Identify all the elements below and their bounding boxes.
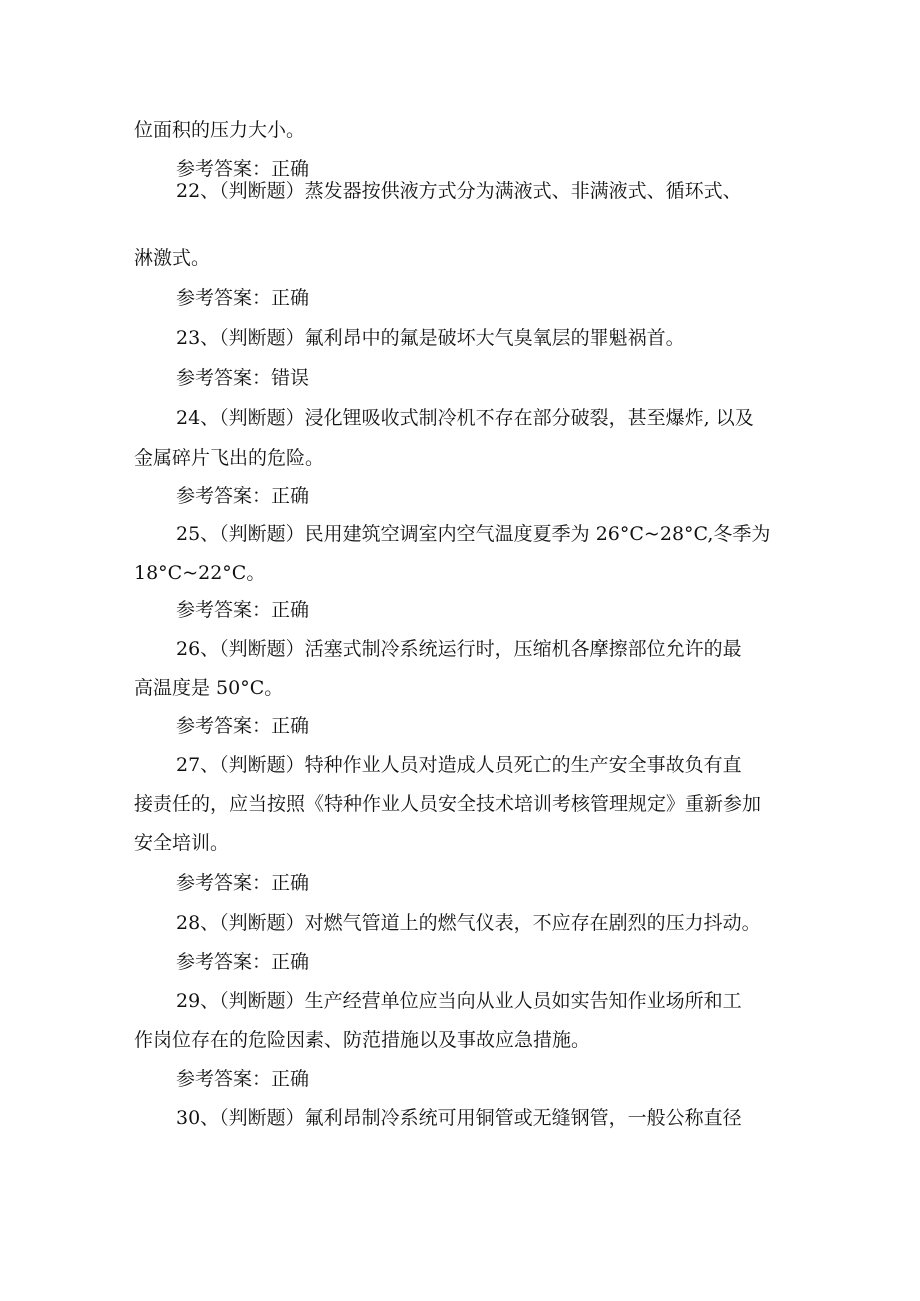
answer-23: 参考答案：错误: [176, 367, 310, 389]
question-27-line-1: 27、（判断题）特种作业人员对造成人员死亡的生产安全事故负有直: [176, 754, 742, 776]
question-21-continuation: 位面积的压力大小。: [134, 119, 306, 141]
question-26-line-1: 26、（判断题）活塞式制冷系统运行时，压缩机各摩擦部位允许的最: [176, 638, 742, 660]
question-28: 28、（判断题）对燃气管道上的燃气仪表，不应存在剧烈的压力抖动。: [176, 912, 761, 934]
question-27-line-2: 接责任的，应当按照《特种作业人员安全技术培训考核管理规定》重新参加: [134, 793, 762, 815]
question-26-line-2: 高温度是 50°C。: [134, 677, 284, 699]
question-24-line-1: 24、（判断题）浸化锂吸收式制冷机不存在部分破裂，甚至爆炸, 以及: [176, 407, 754, 429]
answer-26: 参考答案：正确: [176, 715, 310, 737]
answer-25: 参考答案：正确: [176, 599, 310, 621]
answer-21: 参考答案：正确: [176, 158, 310, 180]
question-24-line-2: 金属碎片飞出的危险。: [134, 447, 325, 469]
question-23: 23、（判断题）氟利昂中的氟是破坏大气臭氧层的罪魁祸首。: [176, 327, 685, 349]
question-30-line-1: 30、（判断题）氟利昂制冷系统可用铜管或无缝钢管，一般公称直径: [176, 1107, 742, 1129]
answer-28: 参考答案：正确: [176, 951, 310, 973]
question-29-line-1: 29、（判断题）生产经营单位应当向从业人员如实告知作业场所和工: [176, 990, 742, 1012]
question-27-line-3: 安全培训。: [134, 832, 230, 854]
question-22-line-1: 22、（判断题）蒸发器按供液方式分为满液式、非满液式、循环式、: [176, 180, 742, 202]
answer-27: 参考答案：正确: [176, 872, 310, 894]
answer-29: 参考答案：正确: [176, 1068, 310, 1090]
answer-24: 参考答案：正确: [176, 485, 310, 507]
question-22-line-2: 淋激式。: [134, 247, 211, 269]
question-25-line-1: 25、（判断题）民用建筑空调室内空气温度夏季为 26°C~28°C,冬季为: [176, 523, 771, 545]
answer-22: 参考答案：正确: [176, 287, 310, 309]
question-29-line-2: 作岗位存在的危险因素、防范措施以及事故应急措施。: [134, 1029, 591, 1051]
question-25-line-2: 18°C~22°C。: [134, 562, 266, 584]
